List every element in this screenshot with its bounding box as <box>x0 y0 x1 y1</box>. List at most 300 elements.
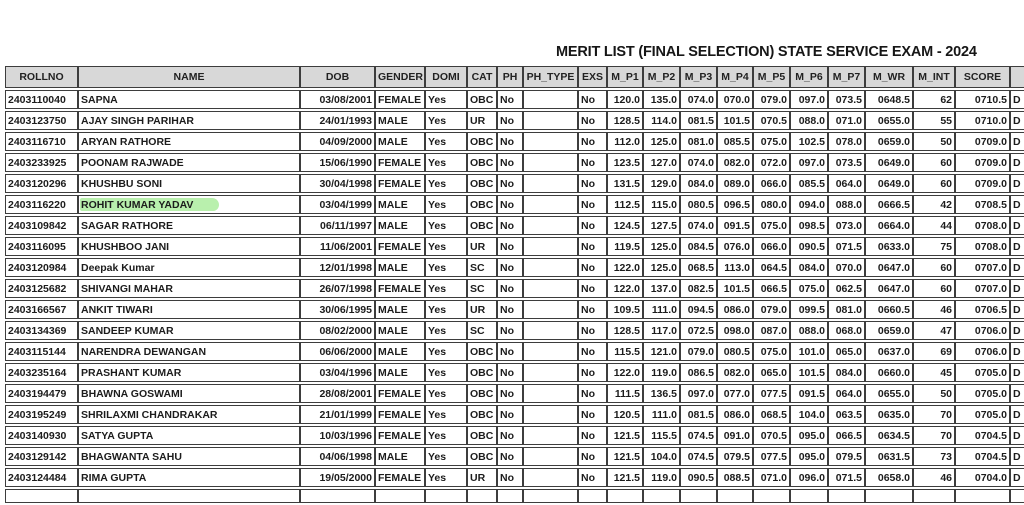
cell-cat: SC <box>467 258 497 277</box>
cell-m_p1: 122.0 <box>607 363 643 382</box>
cell-m_p5: 075.0 <box>753 216 790 235</box>
cell-m_p1: 124.5 <box>607 216 643 235</box>
cell-gender: FEMALE <box>375 405 425 424</box>
cell-m_p2: 111.0 <box>643 405 680 424</box>
cell-overflow: D <box>1010 153 1024 172</box>
cell-exs: No <box>578 111 607 130</box>
cell-exs: No <box>578 363 607 382</box>
cell-score: 0707.0 <box>955 258 1010 277</box>
cell-ph_type <box>523 321 578 340</box>
cell-empty <box>913 489 955 503</box>
cell-m_wr: 0655.0 <box>865 111 913 130</box>
cell-cat: OBC <box>467 384 497 403</box>
cell-ph: No <box>497 342 523 361</box>
cell-domi: Yes <box>425 363 467 382</box>
cell-domi: Yes <box>425 405 467 424</box>
cell-cat: SC <box>467 279 497 298</box>
merit-table <box>5 64 1024 505</box>
cell-m_int: 46 <box>913 300 955 319</box>
cell-m_wr: 0655.0 <box>865 384 913 403</box>
cell-domi: Yes <box>425 468 467 487</box>
cell-domi: Yes <box>425 342 467 361</box>
cell-dob: 06/06/2000 <box>300 342 375 361</box>
cell-exs: No <box>578 132 607 151</box>
cell-ph_type <box>523 426 578 445</box>
cell-name: KHUSHBOO JANI <box>78 237 300 256</box>
cell-m_int: 46 <box>913 468 955 487</box>
cell-rollno: 2403109842 <box>5 216 78 235</box>
cell-m_p2: 115.0 <box>643 195 680 214</box>
cell-cat: OBC <box>467 405 497 424</box>
cell-m_p7: 071.0 <box>828 111 865 130</box>
cell-m_p5: 079.0 <box>753 300 790 319</box>
cell-score: 0709.0 <box>955 174 1010 193</box>
table-row <box>5 111 1024 130</box>
cell-dob: 06/11/1997 <box>300 216 375 235</box>
cell-cat: OBC <box>467 363 497 382</box>
cell-m_p3: 074.0 <box>680 216 717 235</box>
cell-exs: No <box>578 384 607 403</box>
cell-gender: FEMALE <box>375 384 425 403</box>
cell-m_p7: 078.0 <box>828 132 865 151</box>
table-row <box>5 363 1024 382</box>
cell-m_p1: 122.0 <box>607 279 643 298</box>
cell-m_p5: 071.0 <box>753 468 790 487</box>
cell-m_p2: 125.0 <box>643 132 680 151</box>
cell-ph: No <box>497 363 523 382</box>
cell-m_p5: 065.0 <box>753 363 790 382</box>
cell-m_int: 69 <box>913 342 955 361</box>
cell-score: 0709.0 <box>955 153 1010 172</box>
cell-score: 0705.0 <box>955 363 1010 382</box>
cell-score: 0708.0 <box>955 237 1010 256</box>
cell-m_p1: 111.5 <box>607 384 643 403</box>
cell-m_wr: 0633.0 <box>865 237 913 256</box>
merit-table-container <box>5 64 1024 505</box>
cell-rollno: 2403116710 <box>5 132 78 151</box>
cell-score: 0708.5 <box>955 195 1010 214</box>
cell-overflow: D <box>1010 384 1024 403</box>
cell-overflow: D <box>1010 216 1024 235</box>
cell-dob: 21/01/1999 <box>300 405 375 424</box>
cell-dob: 12/01/1998 <box>300 258 375 277</box>
cell-m_p6: 095.0 <box>790 447 828 466</box>
column-header-dob: DOB <box>300 66 375 88</box>
cell-name: ROHIT KUMAR YADAV <box>78 195 300 214</box>
cell-empty <box>643 489 680 503</box>
cell-rollno: 2403120984 <box>5 258 78 277</box>
cell-domi: Yes <box>425 132 467 151</box>
cell-ph_type <box>523 90 578 109</box>
cell-m_p2: 135.0 <box>643 90 680 109</box>
cell-ph_type <box>523 300 578 319</box>
cell-m_int: 60 <box>913 258 955 277</box>
cell-ph_type <box>523 174 578 193</box>
cell-cat: OBC <box>467 216 497 235</box>
cell-gender: FEMALE <box>375 279 425 298</box>
cell-m_p3: 072.5 <box>680 321 717 340</box>
cell-m_p3: 081.0 <box>680 132 717 151</box>
cell-score: 0705.0 <box>955 405 1010 424</box>
cell-ph: No <box>497 279 523 298</box>
cell-m_p2: 114.0 <box>643 111 680 130</box>
cell-m_p3: 074.5 <box>680 426 717 445</box>
cell-m_p5: 064.5 <box>753 258 790 277</box>
cell-ph: No <box>497 216 523 235</box>
cell-m_p1: 128.5 <box>607 321 643 340</box>
cell-ph: No <box>497 426 523 445</box>
table-header <box>5 66 1024 88</box>
table-row <box>5 321 1024 340</box>
cell-gender: MALE <box>375 111 425 130</box>
column-header-ph: PH <box>497 66 523 88</box>
cell-m_p7: 084.0 <box>828 363 865 382</box>
cell-cat: OBC <box>467 132 497 151</box>
table-row <box>5 132 1024 151</box>
cell-m_p2: 117.0 <box>643 321 680 340</box>
cell-m_p7: 073.5 <box>828 90 865 109</box>
cell-m_p5: 070.5 <box>753 111 790 130</box>
cell-dob: 15/06/1990 <box>300 153 375 172</box>
cell-name: ANKIT TIWARI <box>78 300 300 319</box>
cell-m_p7: 065.0 <box>828 342 865 361</box>
cell-overflow: D <box>1010 342 1024 361</box>
cell-m_p6: 099.5 <box>790 300 828 319</box>
cell-gender: FEMALE <box>375 426 425 445</box>
cell-score: 0706.5 <box>955 300 1010 319</box>
cell-name: PRASHANT KUMAR <box>78 363 300 382</box>
column-header-name: NAME <box>78 66 300 88</box>
cell-empty <box>300 489 375 503</box>
cell-m_p4: 096.5 <box>717 195 753 214</box>
cell-m_p2: 119.0 <box>643 468 680 487</box>
cell-rollno: 2403120296 <box>5 174 78 193</box>
cell-m_p7: 073.0 <box>828 216 865 235</box>
cell-empty <box>790 489 828 503</box>
cell-exs: No <box>578 153 607 172</box>
cell-overflow: D <box>1010 447 1024 466</box>
cell-cat: OBC <box>467 174 497 193</box>
cell-exs: No <box>578 468 607 487</box>
cell-rollno: 2403194479 <box>5 384 78 403</box>
cell-overflow: D <box>1010 132 1024 151</box>
table-row <box>5 342 1024 361</box>
cell-m_wr: 0648.5 <box>865 90 913 109</box>
cell-dob: 24/01/1993 <box>300 111 375 130</box>
cell-ph: No <box>497 321 523 340</box>
cell-rollno: 2403116220 <box>5 195 78 214</box>
cell-m_p7: 073.5 <box>828 153 865 172</box>
cell-m_p7: 062.5 <box>828 279 865 298</box>
cell-cat: OBC <box>467 342 497 361</box>
cell-gender: FEMALE <box>375 237 425 256</box>
cell-name: BHAGWANTA SAHU <box>78 447 300 466</box>
cell-m_p6: 098.5 <box>790 216 828 235</box>
cell-dob: 03/04/1996 <box>300 363 375 382</box>
cell-m_p4: 082.0 <box>717 363 753 382</box>
cell-m_p2: 125.0 <box>643 258 680 277</box>
cell-m_p4: 076.0 <box>717 237 753 256</box>
cell-m_int: 60 <box>913 153 955 172</box>
cell-m_p6: 088.0 <box>790 321 828 340</box>
cell-score: 0708.0 <box>955 216 1010 235</box>
cell-m_p6: 084.0 <box>790 258 828 277</box>
cell-m_int: 44 <box>913 216 955 235</box>
cell-ph: No <box>497 384 523 403</box>
cell-cat: OBC <box>467 153 497 172</box>
cell-m_p6: 094.0 <box>790 195 828 214</box>
cell-m_p3: 090.5 <box>680 468 717 487</box>
cell-m_int: 50 <box>913 384 955 403</box>
cell-m_wr: 0659.0 <box>865 132 913 151</box>
cell-m_p5: 087.0 <box>753 321 790 340</box>
cell-rollno: 2403166567 <box>5 300 78 319</box>
cell-m_p1: 131.5 <box>607 174 643 193</box>
column-header-domi: DOMI <box>425 66 467 88</box>
cell-m_wr: 0660.0 <box>865 363 913 382</box>
column-header-overflow <box>1010 66 1024 88</box>
cell-m_p5: 070.5 <box>753 426 790 445</box>
cell-ph: No <box>497 90 523 109</box>
cell-dob: 26/07/1998 <box>300 279 375 298</box>
cell-m_int: 60 <box>913 279 955 298</box>
cell-dob: 30/04/1998 <box>300 174 375 193</box>
cell-name: KHUSHBU SONI <box>78 174 300 193</box>
cell-score: 0704.5 <box>955 426 1010 445</box>
cell-m_p2: 129.0 <box>643 174 680 193</box>
cell-ph_type <box>523 384 578 403</box>
cell-m_p5: 077.5 <box>753 384 790 403</box>
table-row <box>5 90 1024 109</box>
cell-m_p6: 088.0 <box>790 111 828 130</box>
cell-m_p4: 086.0 <box>717 405 753 424</box>
cell-m_p5: 075.0 <box>753 132 790 151</box>
cell-empty <box>828 489 865 503</box>
cell-m_p1: 120.5 <box>607 405 643 424</box>
cell-cat: OBC <box>467 90 497 109</box>
cell-name: SAPNA <box>78 90 300 109</box>
cell-m_p5: 066.0 <box>753 174 790 193</box>
cell-exs: No <box>578 447 607 466</box>
cell-m_wr: 0637.0 <box>865 342 913 361</box>
cell-name: SHIVANGI MAHAR <box>78 279 300 298</box>
cell-gender: FEMALE <box>375 174 425 193</box>
column-header-gender: GENDER <box>375 66 425 88</box>
cell-m_p4: 080.5 <box>717 342 753 361</box>
cell-m_int: 62 <box>913 90 955 109</box>
cell-ph: No <box>497 300 523 319</box>
cell-ph: No <box>497 237 523 256</box>
cell-rollno: 2403115144 <box>5 342 78 361</box>
cell-exs: No <box>578 279 607 298</box>
cell-gender: FEMALE <box>375 90 425 109</box>
cell-ph: No <box>497 132 523 151</box>
cell-cat: OBC <box>467 426 497 445</box>
cell-m_p6: 075.0 <box>790 279 828 298</box>
cell-m_p4: 091.0 <box>717 426 753 445</box>
cell-rollno: 2403116095 <box>5 237 78 256</box>
cell-m_p2: 127.0 <box>643 153 680 172</box>
cell-m_p6: 096.0 <box>790 468 828 487</box>
cell-m_wr: 0647.0 <box>865 258 913 277</box>
cell-domi: Yes <box>425 279 467 298</box>
table-row <box>5 153 1024 172</box>
cell-domi: Yes <box>425 321 467 340</box>
cell-domi: Yes <box>425 174 467 193</box>
cell-rollno: 2403110040 <box>5 90 78 109</box>
cell-exs: No <box>578 237 607 256</box>
cell-gender: MALE <box>375 195 425 214</box>
cell-domi: Yes <box>425 258 467 277</box>
cell-ph: No <box>497 195 523 214</box>
cell-m_p3: 081.5 <box>680 111 717 130</box>
table-row <box>5 405 1024 424</box>
cell-m_p6: 101.0 <box>790 342 828 361</box>
cell-gender: MALE <box>375 342 425 361</box>
column-header-m_wr: M_WR <box>865 66 913 88</box>
cell-ph_type <box>523 195 578 214</box>
cell-m_int: 47 <box>913 321 955 340</box>
cell-empty <box>865 489 913 503</box>
cell-m_p4: 088.5 <box>717 468 753 487</box>
cell-m_p1: 121.5 <box>607 447 643 466</box>
cell-overflow: D <box>1010 195 1024 214</box>
cell-m_p1: 109.5 <box>607 300 643 319</box>
cell-m_p7: 079.5 <box>828 447 865 466</box>
cell-m_wr: 0659.0 <box>865 321 913 340</box>
cell-score: 0707.0 <box>955 279 1010 298</box>
cell-m_p5: 079.0 <box>753 90 790 109</box>
column-header-ph_type: PH_TYPE <box>523 66 578 88</box>
cell-dob: 11/06/2001 <box>300 237 375 256</box>
cell-empty <box>578 489 607 503</box>
cell-ph_type <box>523 468 578 487</box>
cell-m_int: 75 <box>913 237 955 256</box>
cell-m_p6: 090.5 <box>790 237 828 256</box>
cell-ph_type <box>523 111 578 130</box>
cell-m_p4: 070.0 <box>717 90 753 109</box>
cell-m_wr: 0658.0 <box>865 468 913 487</box>
cell-score: 0706.0 <box>955 321 1010 340</box>
cell-m_p5: 080.0 <box>753 195 790 214</box>
cell-m_p4: 085.5 <box>717 132 753 151</box>
cell-m_wr: 0634.5 <box>865 426 913 445</box>
cell-m_wr: 0649.0 <box>865 174 913 193</box>
cell-m_p4: 089.0 <box>717 174 753 193</box>
cell-m_p1: 120.0 <box>607 90 643 109</box>
cell-m_p3: 068.5 <box>680 258 717 277</box>
cell-gender: MALE <box>375 132 425 151</box>
cell-m_p6: 097.0 <box>790 153 828 172</box>
cell-score: 0704.0 <box>955 468 1010 487</box>
table-body <box>5 90 1024 503</box>
cell-m_p2: 121.0 <box>643 342 680 361</box>
cell-rollno: 2403124484 <box>5 468 78 487</box>
table-row <box>5 426 1024 445</box>
cell-cat: OBC <box>467 447 497 466</box>
cell-overflow: D <box>1010 174 1024 193</box>
cell-ph: No <box>497 153 523 172</box>
cell-m_p4: 091.5 <box>717 216 753 235</box>
partial-table-row <box>5 489 1024 503</box>
cell-name: SAGAR RATHORE <box>78 216 300 235</box>
cell-m_p4: 113.0 <box>717 258 753 277</box>
cell-overflow: D <box>1010 363 1024 382</box>
cell-rollno: 2403233925 <box>5 153 78 172</box>
cell-dob: 04/06/1998 <box>300 447 375 466</box>
cell-exs: No <box>578 342 607 361</box>
cell-m_p4: 101.5 <box>717 111 753 130</box>
cell-domi: Yes <box>425 90 467 109</box>
cell-rollno: 2403123750 <box>5 111 78 130</box>
cell-rollno: 2403125682 <box>5 279 78 298</box>
cell-rollno: 2403129142 <box>5 447 78 466</box>
cell-ph_type <box>523 342 578 361</box>
cell-name: Deepak Kumar <box>78 258 300 277</box>
cell-m_wr: 0649.0 <box>865 153 913 172</box>
cell-m_p5: 068.5 <box>753 405 790 424</box>
cell-gender: MALE <box>375 321 425 340</box>
cell-m_p6: 097.0 <box>790 90 828 109</box>
column-header-m_p1: M_P1 <box>607 66 643 88</box>
cell-ph_type <box>523 132 578 151</box>
cell-rollno: 2403195249 <box>5 405 78 424</box>
cell-overflow: D <box>1010 111 1024 130</box>
cell-m_p2: 127.5 <box>643 216 680 235</box>
cell-empty <box>680 489 717 503</box>
cell-m_p2: 115.5 <box>643 426 680 445</box>
cell-m_p7: 071.5 <box>828 237 865 256</box>
cell-dob: 03/08/2001 <box>300 90 375 109</box>
cell-m_wr: 0631.5 <box>865 447 913 466</box>
cell-m_p1: 128.5 <box>607 111 643 130</box>
column-header-m_p7: M_P7 <box>828 66 865 88</box>
cell-m_p3: 082.5 <box>680 279 717 298</box>
cell-overflow: D <box>1010 321 1024 340</box>
cell-m_wr: 0664.0 <box>865 216 913 235</box>
cell-m_p4: 077.0 <box>717 384 753 403</box>
cell-empty <box>607 489 643 503</box>
cell-m_p1: 115.5 <box>607 342 643 361</box>
cell-ph: No <box>497 111 523 130</box>
cell-domi: Yes <box>425 237 467 256</box>
cell-m_p5: 077.5 <box>753 447 790 466</box>
table-row <box>5 279 1024 298</box>
column-header-rollno: ROLLNO <box>5 66 78 88</box>
cell-gender: FEMALE <box>375 153 425 172</box>
column-header-m_p6: M_P6 <box>790 66 828 88</box>
cell-domi: Yes <box>425 384 467 403</box>
cell-name: BHAWNA GOSWAMI <box>78 384 300 403</box>
cell-score: 0710.5 <box>955 90 1010 109</box>
cell-name: NARENDRA DEWANGAN <box>78 342 300 361</box>
cell-m_p5: 066.5 <box>753 279 790 298</box>
cell-ph_type <box>523 279 578 298</box>
cell-empty <box>467 489 497 503</box>
cell-ph_type <box>523 237 578 256</box>
cell-m_int: 55 <box>913 111 955 130</box>
cell-cat: UR <box>467 111 497 130</box>
cell-overflow: D <box>1010 426 1024 445</box>
table-row <box>5 195 1024 214</box>
cell-overflow: D <box>1010 90 1024 109</box>
cell-score: 0706.0 <box>955 342 1010 361</box>
cell-ph: No <box>497 174 523 193</box>
cell-domi: Yes <box>425 300 467 319</box>
cell-name: SANDEEP KUMAR <box>78 321 300 340</box>
cell-exs: No <box>578 405 607 424</box>
cell-m_p3: 084.0 <box>680 174 717 193</box>
